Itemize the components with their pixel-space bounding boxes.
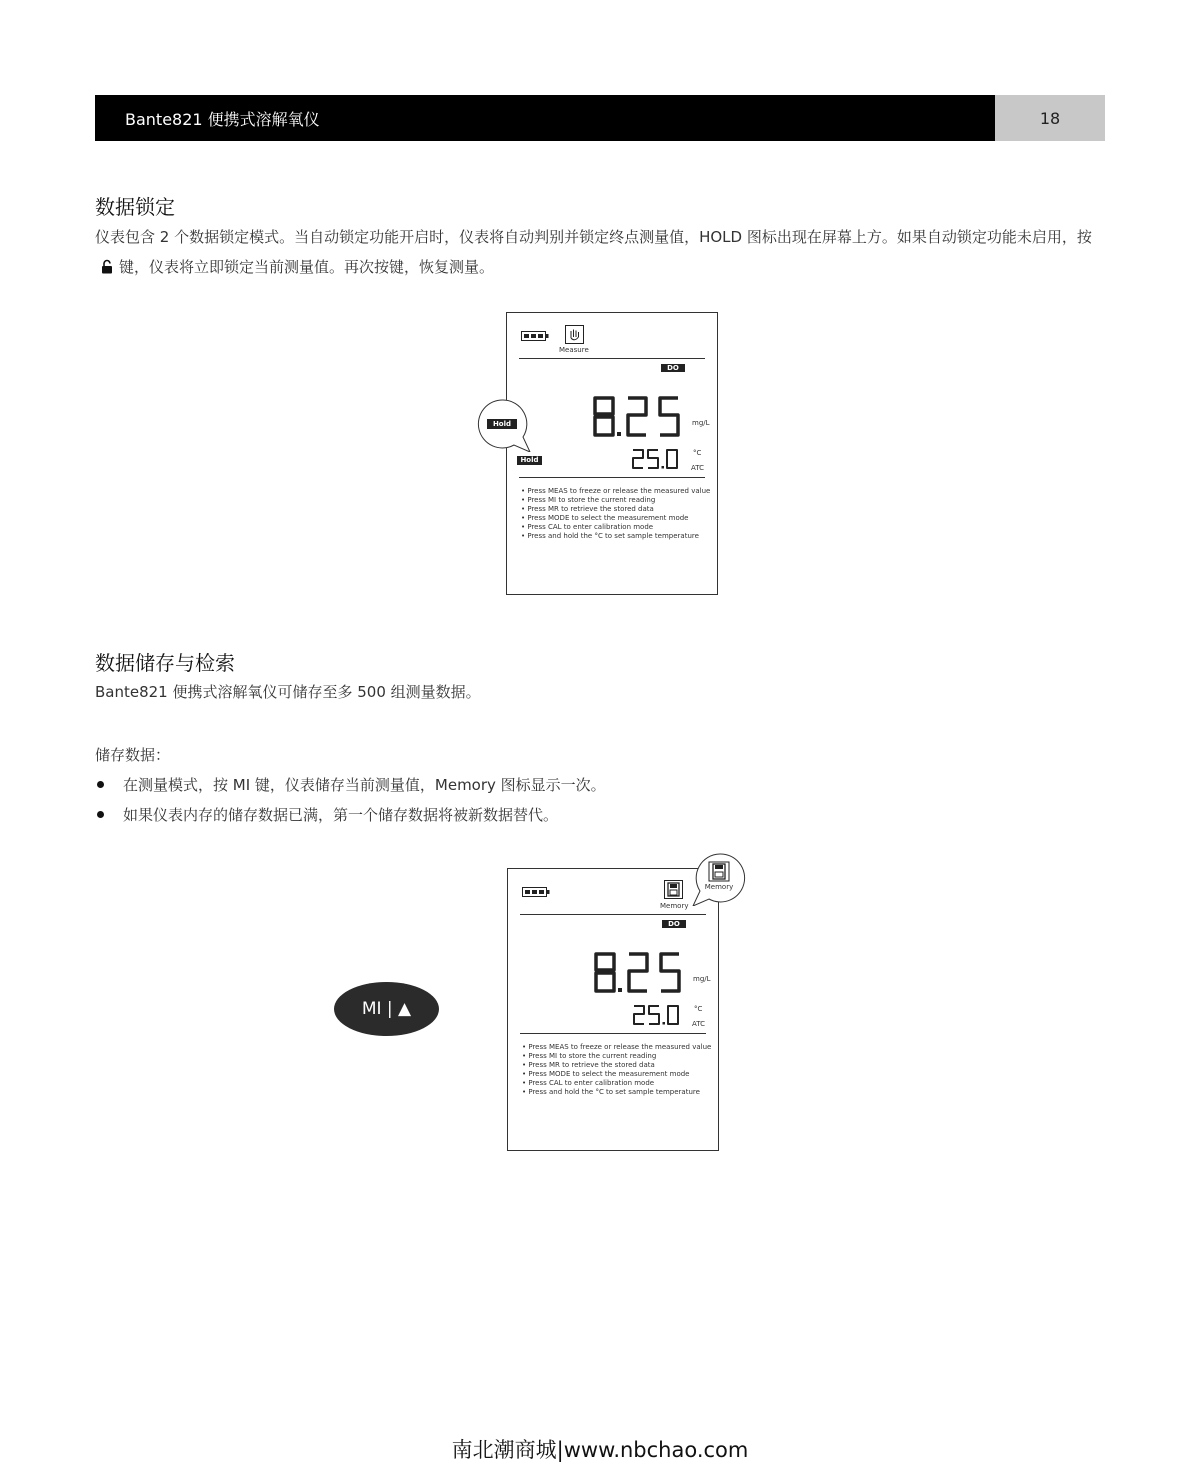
measure-hand-icon (565, 325, 584, 344)
battery-icon (521, 331, 549, 341)
hint-item: • Press MODE to select the measurement mode (521, 514, 689, 522)
memory-bullet-list (95, 770, 606, 830)
temperature-display (632, 1004, 686, 1026)
hold-indicator: Hold (517, 456, 542, 465)
memory-callout (690, 852, 748, 906)
main-unit: mg/L (692, 419, 710, 427)
temperature-mode: ATC (691, 464, 704, 472)
hold-paragraph-part1: 仪表包含 2 个数据锁定模式。当自动锁定功能开启时，仪表将自动判别并锁定终点测量值，HOLD 图标出现在屏幕上方。如果自动锁定功能未启用，按 (95, 228, 1092, 246)
divider (520, 1033, 706, 1034)
hint-item: • Press MODE to select the measurement mode (522, 1070, 690, 1078)
mi-key-button[interactable]: MI | ▲ (334, 982, 439, 1036)
list-item: 如果仪表内存的储存数据已满，第一个储存数据将被新数据替代。 (95, 800, 606, 830)
memory-intro: Bante821 便携式溶解氧仪可储存至多 500 组测量数据。 (95, 683, 481, 701)
divider (519, 358, 705, 359)
divider (520, 914, 706, 915)
footer-watermark: 南北潮商城|www.nbchao.com (451, 1438, 749, 1462)
hold-paragraph-part2: 键，仪表将立即锁定当前测量值。再次按键，恢复测量。 (119, 258, 495, 276)
hint-list (521, 487, 710, 541)
hint-item: • Press MR to retrieve the stored data (522, 1061, 655, 1069)
hold-callout-label: Hold (492, 420, 512, 428)
temperature-mode: ATC (692, 1020, 705, 1028)
param-badge: DO (662, 920, 686, 928)
temperature-display (631, 448, 685, 470)
temperature-unit: °C (694, 1005, 703, 1013)
hint-item: • Press and hold the °C to set sample temperature (521, 532, 699, 540)
memory-subheading: 储存数据： (95, 746, 171, 764)
floppy-disk-icon (664, 880, 683, 899)
hint-item: • Press CAL to enter calibration mode (522, 1079, 655, 1087)
main-unit: mg/L (693, 975, 711, 983)
hint-item: • Press and hold the °C to set sample temperature (522, 1088, 700, 1096)
param-badge: DO (661, 364, 685, 372)
hint-item: • Press MI to store the current reading (521, 496, 656, 504)
hold-paragraph (95, 222, 1107, 284)
page-number: 18 (995, 95, 1105, 141)
divider (519, 477, 705, 478)
temperature-unit: °C (693, 449, 702, 457)
header-bar (95, 95, 995, 141)
hint-item: • Press CAL to enter calibration mode (521, 523, 654, 531)
list-item: 在测量模式，按 MI 键，仪表储存当前测量值，Memory 图标显示一次。 (95, 770, 606, 800)
main-reading-display (591, 395, 687, 439)
main-reading-display (592, 951, 688, 995)
mode-label: Memory (660, 902, 689, 910)
mode-label: Measure (559, 346, 589, 354)
hint-item: • Press MEAS to freeze or release the measured value (521, 487, 711, 495)
meter-screen-hold (506, 312, 718, 595)
hint-item: • Press MI to store the current reading (522, 1052, 657, 1060)
meter-screen-memory (507, 868, 719, 1151)
memory-callout-label: Memory (704, 883, 734, 891)
section-title-memory: 数据储存与检索 (95, 651, 235, 675)
hint-item: • Press MR to retrieve the stored data (521, 505, 654, 513)
hint-item: • Press MEAS to freeze or release the measured value (522, 1043, 712, 1051)
section-title-hold: 数据锁定 (95, 195, 175, 219)
battery-icon (522, 887, 550, 897)
unlock-icon (101, 254, 113, 284)
header-title: Bante821 便携式溶解氧仪 (125, 109, 320, 129)
hint-list (522, 1043, 711, 1097)
